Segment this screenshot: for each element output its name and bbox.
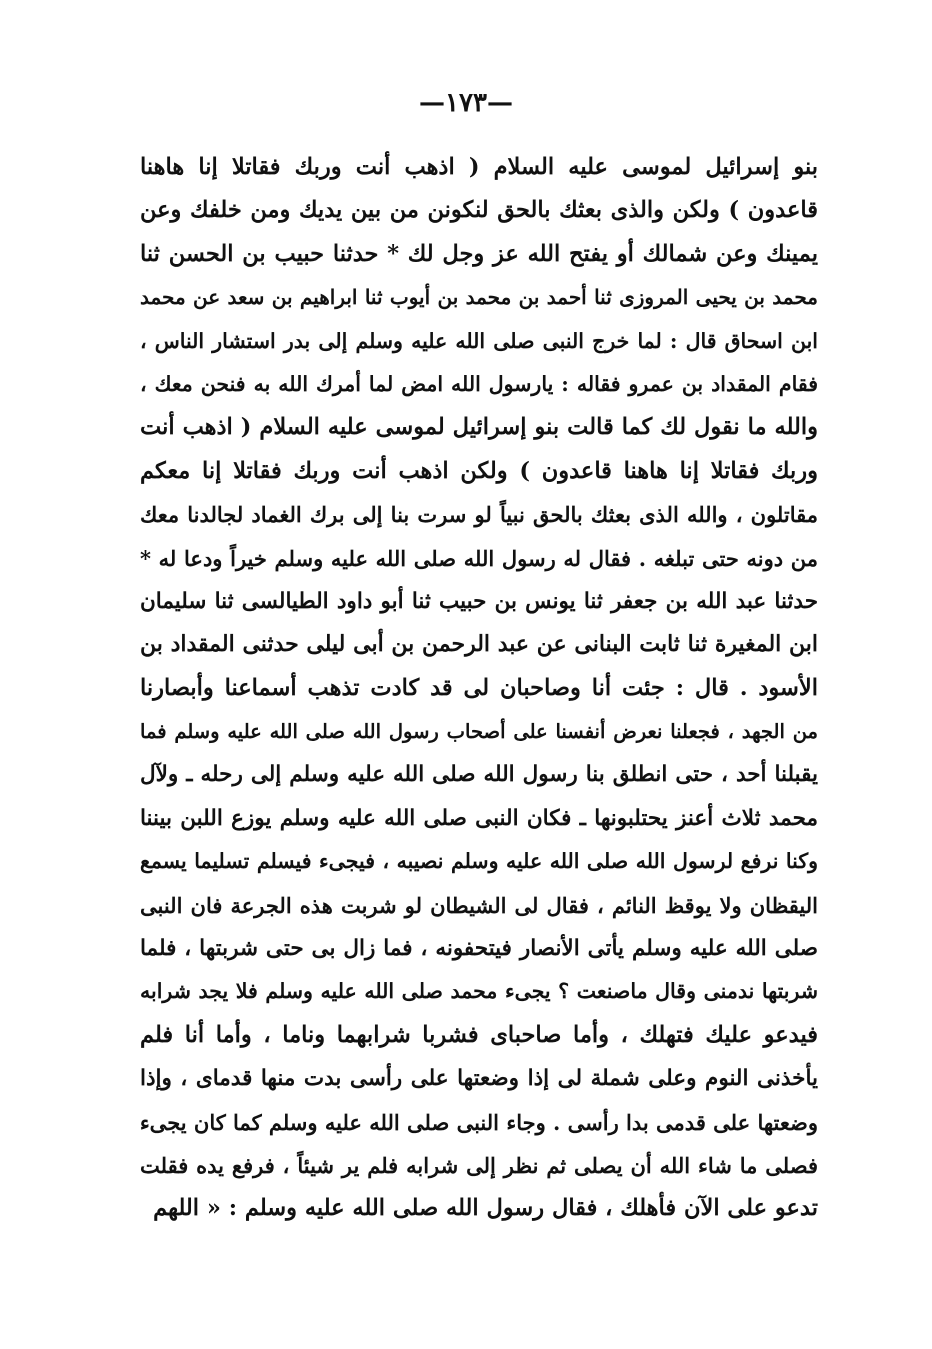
text-line: من دونه حتى تبلغه . فقال له رسول الله صلى الله عليه وسلم خيراً ودعا له * [140, 545, 818, 571]
text-line: يقبلنا أحد ، حتى انطلق بنا رسول الله صلى الله عليه وسلم إلى رحله ـ ولآل [140, 762, 818, 788]
text-line: بنو إسرائيل لموسى عليه السلام ( اذهب أنت وربك فقاتلا إنا هاهنا [140, 154, 818, 180]
text-line: وكنا نرفع لرسول الله صلى الله عليه وسلم نصيبه ، فيجىء فيسلم تسليما يسمع [140, 849, 818, 874]
text-line: حدثنا عبد الله بن جعفر ثنا يونس بن حبيب ثنا أبو داود الطيالسى ثنا سليمان [140, 588, 818, 614]
text-line: الأسود . قال : جئت أنا وصاحبان لى قد كادت تذهب أسماعنا وأبصارنا [140, 674, 818, 701]
text-line: يمينك وعن شمالك أو يفتح الله عز وجل لك * حدثنا حبيب بن الحسن ثنا [140, 240, 818, 267]
text-line: قاعدون ) ولكن والذى بعثك بالحق لنكونن من بين يديك ومن خلفك وعن [140, 197, 818, 224]
text-line: تدعو على الآن فأهلك ، فقال رسول الله صلى الله عليه وسلم : « اللهم [153, 1195, 818, 1222]
body-text [140, 146, 818, 1231]
text-line: فقام المقداد بن عمرو فقاله : يارسول الله امض لما أمرك الله به فنحن معك ، [140, 371, 818, 396]
text-line: ابن المغيرة ثنا ثابت البنانى عن عبد الرحمن بن أبى ليلى حدثنى المقداد بن [140, 631, 818, 658]
text-line: صلى الله عليه وسلم يأتى الأنصار فيتحفونه ، فما زال بى حتى شربتها ، فلما [140, 936, 818, 962]
text-line: شربتها ندمنى وقال ماصنعت ؟ يجىء محمد صلى الله عليه وسلم فلا يجد شرابه [140, 979, 818, 1004]
text-line: محمد ثلاث أعنز يحتلبونها ـ فكان النبى صلى الله عليه وسلم يوزع اللبن بيننا [140, 805, 818, 831]
text-line: مقاتلون ، والله الذى بعثك بالحق نبياً لو سرت بنا إلى برك الغماد لجالدنا معك [140, 502, 818, 528]
text-line: من الجهد ، فجعلنا نعرض أنفسنا على أصحاب رسول الله صلى الله عليه وسلم فما [140, 720, 818, 744]
text-line: وربك فقاتلا إنا هاهنا قاعدون ) ولكن اذهب أنت وربك فقاتلا إنا معكم [140, 457, 818, 484]
text-line: محمد بن يحيى المروزى ثنا أحمد بن محمد بن أيوب ثنا ابراهيم بن سعد عن محمد [140, 285, 818, 310]
text-line: اليقظان ولا يوقظ النائم ، فقال لى الشيطان لو شربت هذه الجرعة فان النبى [140, 892, 818, 918]
text-line: وضعتها على قدمى بدا رأسى . وجاء النبى صلى الله عليه وسلم كما كان يجىء [140, 1109, 818, 1135]
text-line: فصلى ما شاء الله أن يصلى ثم نظر إلى شرابه فلم ير شيئاً ، فرفع يده فقلت [140, 1152, 818, 1178]
page-number: —١٧٣— [419, 88, 513, 118]
text-line: يأخذنى النوم وعلى شملة لى إذا وضعتها على رأسى بدت منها قدماى ، وإذا [140, 1066, 818, 1092]
text-line: فيدعو عليك فتهلك ، وأما صاحباى فشربا شرابهما وناما ، وأما أنا فلم [140, 1021, 818, 1048]
text-line: والله ما نقول لك كما قالت بنو إسرائيل لموسى عليه السلام ( اذهب أنت [140, 414, 818, 441]
text-line: ابن اسحاق قال : لما خرج النبى صلى الله عليه وسلم إلى بدر استشار الناس ، [140, 328, 818, 353]
